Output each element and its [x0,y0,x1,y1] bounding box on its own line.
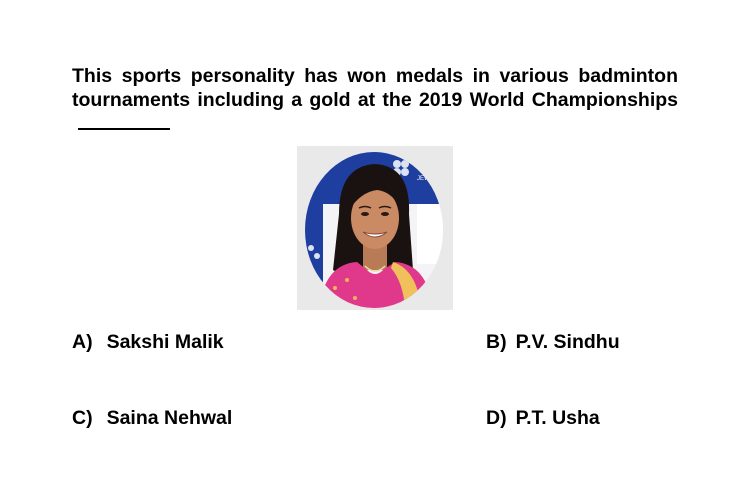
option-b[interactable] [486,331,620,354]
portrait-photo [305,152,443,308]
option-letter: B) [486,331,507,353]
option-d[interactable] [486,407,600,430]
option-letter: D) [486,407,507,429]
option-text: Sakshi Malik [106,331,224,353]
option-text: P.T. Usha [515,407,600,429]
option-letter: A) [72,331,93,353]
option-text: P.V. Sindhu [515,331,620,353]
option-c[interactable] [72,407,232,430]
portrait-photo-icon [305,152,443,308]
portrait-photo-frame [297,146,453,310]
option-letter: C) [72,407,93,429]
option-a[interactable] [72,331,224,354]
option-text: Saina Nehwal [106,407,233,429]
question-text: This sports personality has won medals in various badminton tournaments including a gold at the 2019 World Championships [72,64,678,136]
svg-text:JEW: JEW [417,176,430,182]
answer-blank [78,114,170,130]
